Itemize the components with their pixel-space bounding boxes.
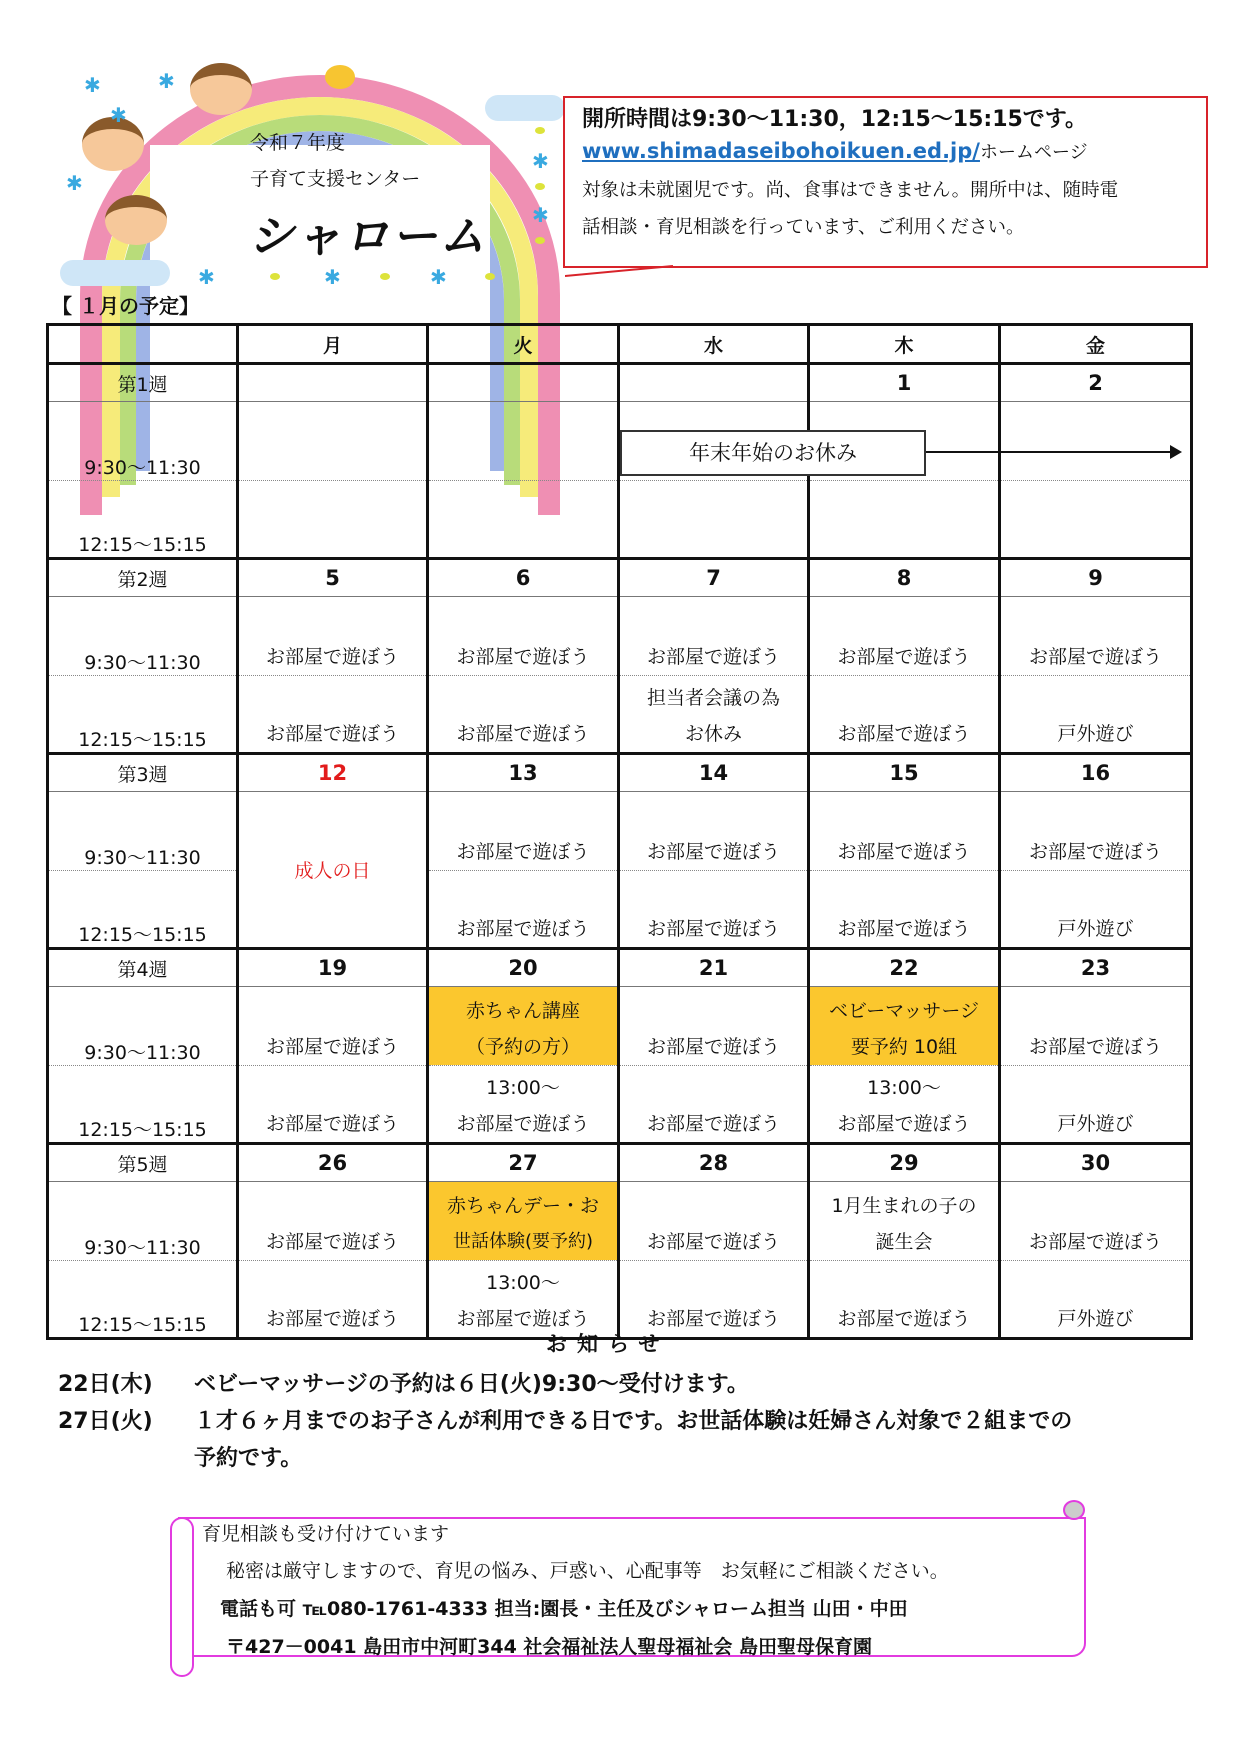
- scroll-roll-left: [170, 1517, 194, 1677]
- week-4-date-row: [48, 949, 1192, 987]
- corner-cell: [48, 325, 238, 364]
- schedule-cell: お部屋で遊ぼう: [619, 792, 809, 871]
- dot-icon: [270, 273, 280, 280]
- schedule-cell: [428, 402, 619, 481]
- consult-privacy: 秘密は厳守しますので、育児の悩み、戸惑い、心配事等 お気軽にご相談ください。: [226, 1560, 949, 1582]
- notice-item: [58, 1404, 1072, 1435]
- weekday-header-row: [48, 325, 1192, 364]
- time-am: 9:30～11:30: [48, 597, 238, 676]
- week-label: 第4週: [48, 949, 238, 987]
- date-cell: 23: [1000, 949, 1192, 987]
- week-label: 第1週: [48, 364, 238, 402]
- date-cell: 15: [809, 754, 1000, 792]
- schedule-cell: お部屋で遊ぼう: [428, 792, 619, 871]
- event-birthday-party: 1月生まれの子の 誕生会: [809, 1182, 1000, 1261]
- schedule-cell: お部屋で遊ぼう: [619, 1182, 809, 1261]
- time-pm: 12:15～15:15: [48, 1261, 238, 1339]
- website-line: [582, 138, 1088, 164]
- time-pm: 12:15～15:15: [48, 871, 238, 949]
- week-1-date-row: [48, 364, 1192, 402]
- event-baby-class: 赤ちゃん講座 （予約の方）: [428, 987, 619, 1066]
- dot-icon: [485, 273, 495, 280]
- sparkle-icon: ✱: [532, 149, 549, 173]
- date-cell: 14: [619, 754, 809, 792]
- schedule-cell: [809, 481, 1000, 559]
- new-year-holiday-banner: 年末年始のお休み: [620, 430, 926, 476]
- week-3-am-row: [48, 792, 1192, 871]
- consult-address: 〒427－0041 島田市中河町344 社会福祉法人聖母福祉会 島田聖母保育園: [226, 1636, 873, 1658]
- week-5-pm-row: [48, 1261, 1192, 1339]
- dot-icon: [535, 183, 545, 190]
- schedule-cell: 13:00～ お部屋で遊ぼう: [428, 1066, 619, 1144]
- target-info: 対象は未就園児です。尚、食事はできません。開所中は、随時電: [582, 180, 1119, 201]
- schedule-cell: 担当者会議の為 お休み: [619, 676, 809, 754]
- notice-item: [58, 1367, 749, 1398]
- week-1-pm-row: [48, 481, 1192, 559]
- dot-icon: [535, 127, 545, 134]
- schedule-cell: お部屋で遊ぼう: [619, 597, 809, 676]
- notice-text-continued: 予約です。: [194, 1446, 303, 1471]
- time-pm: 12:15～15:15: [48, 676, 238, 754]
- holiday-cell: 成人の日: [238, 792, 428, 949]
- week-4-pm-row: [48, 1066, 1192, 1144]
- schedule-cell: お部屋で遊ぼう: [428, 597, 619, 676]
- notice-date: 27日(火): [58, 1409, 153, 1434]
- schedule-cell: お部屋で遊ぼう: [619, 987, 809, 1066]
- cloud-icon: [60, 260, 170, 286]
- weekday-fri: 金: [1000, 325, 1192, 364]
- date-cell: [428, 364, 619, 402]
- arrow-right-icon: [1170, 445, 1182, 459]
- date-cell: 1: [809, 364, 1000, 402]
- date-cell: 8: [809, 559, 1000, 597]
- week-3-pm-row: [48, 871, 1192, 949]
- week-label: 第3週: [48, 754, 238, 792]
- arrow-line: [926, 451, 1178, 453]
- sparkle-icon: ✱: [84, 73, 101, 97]
- child-face-icon: [105, 195, 167, 245]
- schedule-cell: [238, 481, 428, 559]
- date-cell: 13: [428, 754, 619, 792]
- schedule-cell: お部屋で遊ぼう: [1000, 1182, 1192, 1261]
- dot-icon: [535, 237, 545, 244]
- weekday-tue: 火: [428, 325, 619, 364]
- date-cell: 16: [1000, 754, 1192, 792]
- schedule-cell: 戸外遊び: [1000, 1066, 1192, 1144]
- cloud-icon: [485, 95, 565, 121]
- notice-date: 22日(木): [58, 1372, 153, 1397]
- schedule-cell: 13:00～ お部屋で遊ぼう: [809, 1066, 1000, 1144]
- week-4-am-row: [48, 987, 1192, 1066]
- time-am: 9:30～11:30: [48, 402, 238, 481]
- date-cell: 30: [1000, 1144, 1192, 1182]
- schedule-cell: お部屋で遊ぼう: [1000, 597, 1192, 676]
- notices-title: お知らせ: [546, 1332, 670, 1356]
- date-cell-holiday: 12: [238, 754, 428, 792]
- schedule-cell: 13:00～ お部屋で遊ぼう: [428, 1261, 619, 1339]
- week-2-pm-row: [48, 676, 1192, 754]
- date-cell: 28: [619, 1144, 809, 1182]
- schedule-cell: [1000, 402, 1192, 481]
- weekday-thu: 木: [809, 325, 1000, 364]
- date-cell: [238, 364, 428, 402]
- schedule-cell: お部屋で遊ぼう: [809, 871, 1000, 949]
- schedule-cell: 戸外遊び: [1000, 871, 1192, 949]
- scroll-curl-right: [1063, 1500, 1085, 1520]
- schedule-cell: お部屋で遊ぼう: [809, 792, 1000, 871]
- page-title: シャローム: [248, 209, 488, 263]
- consult-heading: 育児相談も受け付けています: [202, 1523, 450, 1545]
- weekday-mon: 月: [238, 325, 428, 364]
- callout-tail: [565, 264, 675, 278]
- schedule-cell: お部屋で遊ぼう: [1000, 987, 1192, 1066]
- date-cell: 19: [238, 949, 428, 987]
- schedule-cell: [1000, 481, 1192, 559]
- date-cell: 2: [1000, 364, 1192, 402]
- week-label: 第5週: [48, 1144, 238, 1182]
- schedule-cell: お部屋で遊ぼう: [809, 1261, 1000, 1339]
- schedule-cell: [238, 402, 428, 481]
- schedule-cell: お部屋で遊ぼう: [238, 597, 428, 676]
- center-name: 子育て支援センター: [250, 168, 421, 190]
- week-2-date-row: [48, 559, 1192, 597]
- week-3-date-row: [48, 754, 1192, 792]
- schedule-cell: お部屋で遊ぼう: [809, 676, 1000, 754]
- schedule-cell: お部屋で遊ぼう: [619, 1066, 809, 1144]
- week-5-am-row: [48, 1182, 1192, 1261]
- schedule-cell: お部屋で遊ぼう: [428, 871, 619, 949]
- website-link[interactable]: www.shimadaseibohoikuen.ed.jp/: [582, 139, 980, 163]
- week-label: 第2週: [48, 559, 238, 597]
- event-baby-day: 赤ちゃんデー・お 世話体験(要予約): [428, 1182, 619, 1261]
- schedule-cell: お部屋で遊ぼう: [238, 676, 428, 754]
- time-am: 9:30～11:30: [48, 1182, 238, 1261]
- date-cell: 22: [809, 949, 1000, 987]
- month-title: 【 １月の予定】: [52, 294, 199, 318]
- schedule-cell: お部屋で遊ぼう: [428, 676, 619, 754]
- schedule-cell: お部屋で遊ぼう: [238, 987, 428, 1066]
- event-baby-massage: ベビーマッサージ 要予約 10組: [809, 987, 1000, 1066]
- child-face-icon: [190, 63, 252, 115]
- sparkle-icon: ✱: [324, 265, 341, 289]
- consult-phone: 電話も可 ℡080-1761-4333 担当:園長・主任及びシャローム担当 山田・中田: [220, 1598, 908, 1620]
- schedule-cell: お部屋で遊ぼう: [238, 1066, 428, 1144]
- time-am: 9:30～11:30: [48, 792, 238, 871]
- schedule-cell: [428, 481, 619, 559]
- sparkle-icon: ✱: [198, 265, 215, 289]
- schedule-cell: [619, 481, 809, 559]
- notice-text: １才６ヶ月までのお子さんが利用できる日です。お世話体験は妊婦さん対象で２組までの: [194, 1409, 1073, 1434]
- schedule-cell: お部屋で遊ぼう: [238, 1261, 428, 1339]
- sparkle-icon: ✱: [66, 171, 83, 195]
- sparkle-icon: ✱: [110, 103, 127, 127]
- date-cell: 20: [428, 949, 619, 987]
- date-cell: [619, 364, 809, 402]
- schedule-cell: お部屋で遊ぼう: [809, 597, 1000, 676]
- time-am: 9:30～11:30: [48, 987, 238, 1066]
- date-cell: 6: [428, 559, 619, 597]
- week-5-date-row: [48, 1144, 1192, 1182]
- week-2-am-row: [48, 597, 1192, 676]
- dot-icon: [380, 273, 390, 280]
- time-pm: 12:15～15:15: [48, 1066, 238, 1144]
- date-cell: 9: [1000, 559, 1192, 597]
- homepage-label: ホームページ: [979, 142, 1088, 163]
- sparkle-icon: ✱: [158, 69, 175, 93]
- notice-text: ベビーマッサージの予約は６日(火)9:30～受付けます。: [194, 1372, 749, 1397]
- schedule-cell: 戸外遊び: [1000, 1261, 1192, 1339]
- schedule-cell: 戸外遊び: [1000, 676, 1192, 754]
- date-cell: 21: [619, 949, 809, 987]
- schedule-cell: お部屋で遊ぼう: [619, 1261, 809, 1339]
- weekday-wed: 水: [619, 325, 809, 364]
- date-cell: 29: [809, 1144, 1000, 1182]
- chick-icon: [325, 65, 355, 89]
- schedule-cell: お部屋で遊ぼう: [238, 1182, 428, 1261]
- sparkle-icon: ✱: [532, 203, 549, 227]
- sparkle-icon: ✱: [430, 265, 447, 289]
- date-cell: 27: [428, 1144, 619, 1182]
- opening-hours: 開所時間は9:30～11:30，12:15～15:15です。: [582, 107, 1088, 132]
- schedule-cell: お部屋で遊ぼう: [619, 871, 809, 949]
- date-cell: 7: [619, 559, 809, 597]
- date-cell: 26: [238, 1144, 428, 1182]
- fiscal-year: 令和７年度: [250, 132, 346, 154]
- date-cell: 5: [238, 559, 428, 597]
- time-pm: 12:15～15:15: [48, 481, 238, 559]
- schedule-cell: お部屋で遊ぼう: [1000, 792, 1192, 871]
- consult-info: 話相談・育児相談を行っています、ご利用ください。: [582, 217, 1025, 238]
